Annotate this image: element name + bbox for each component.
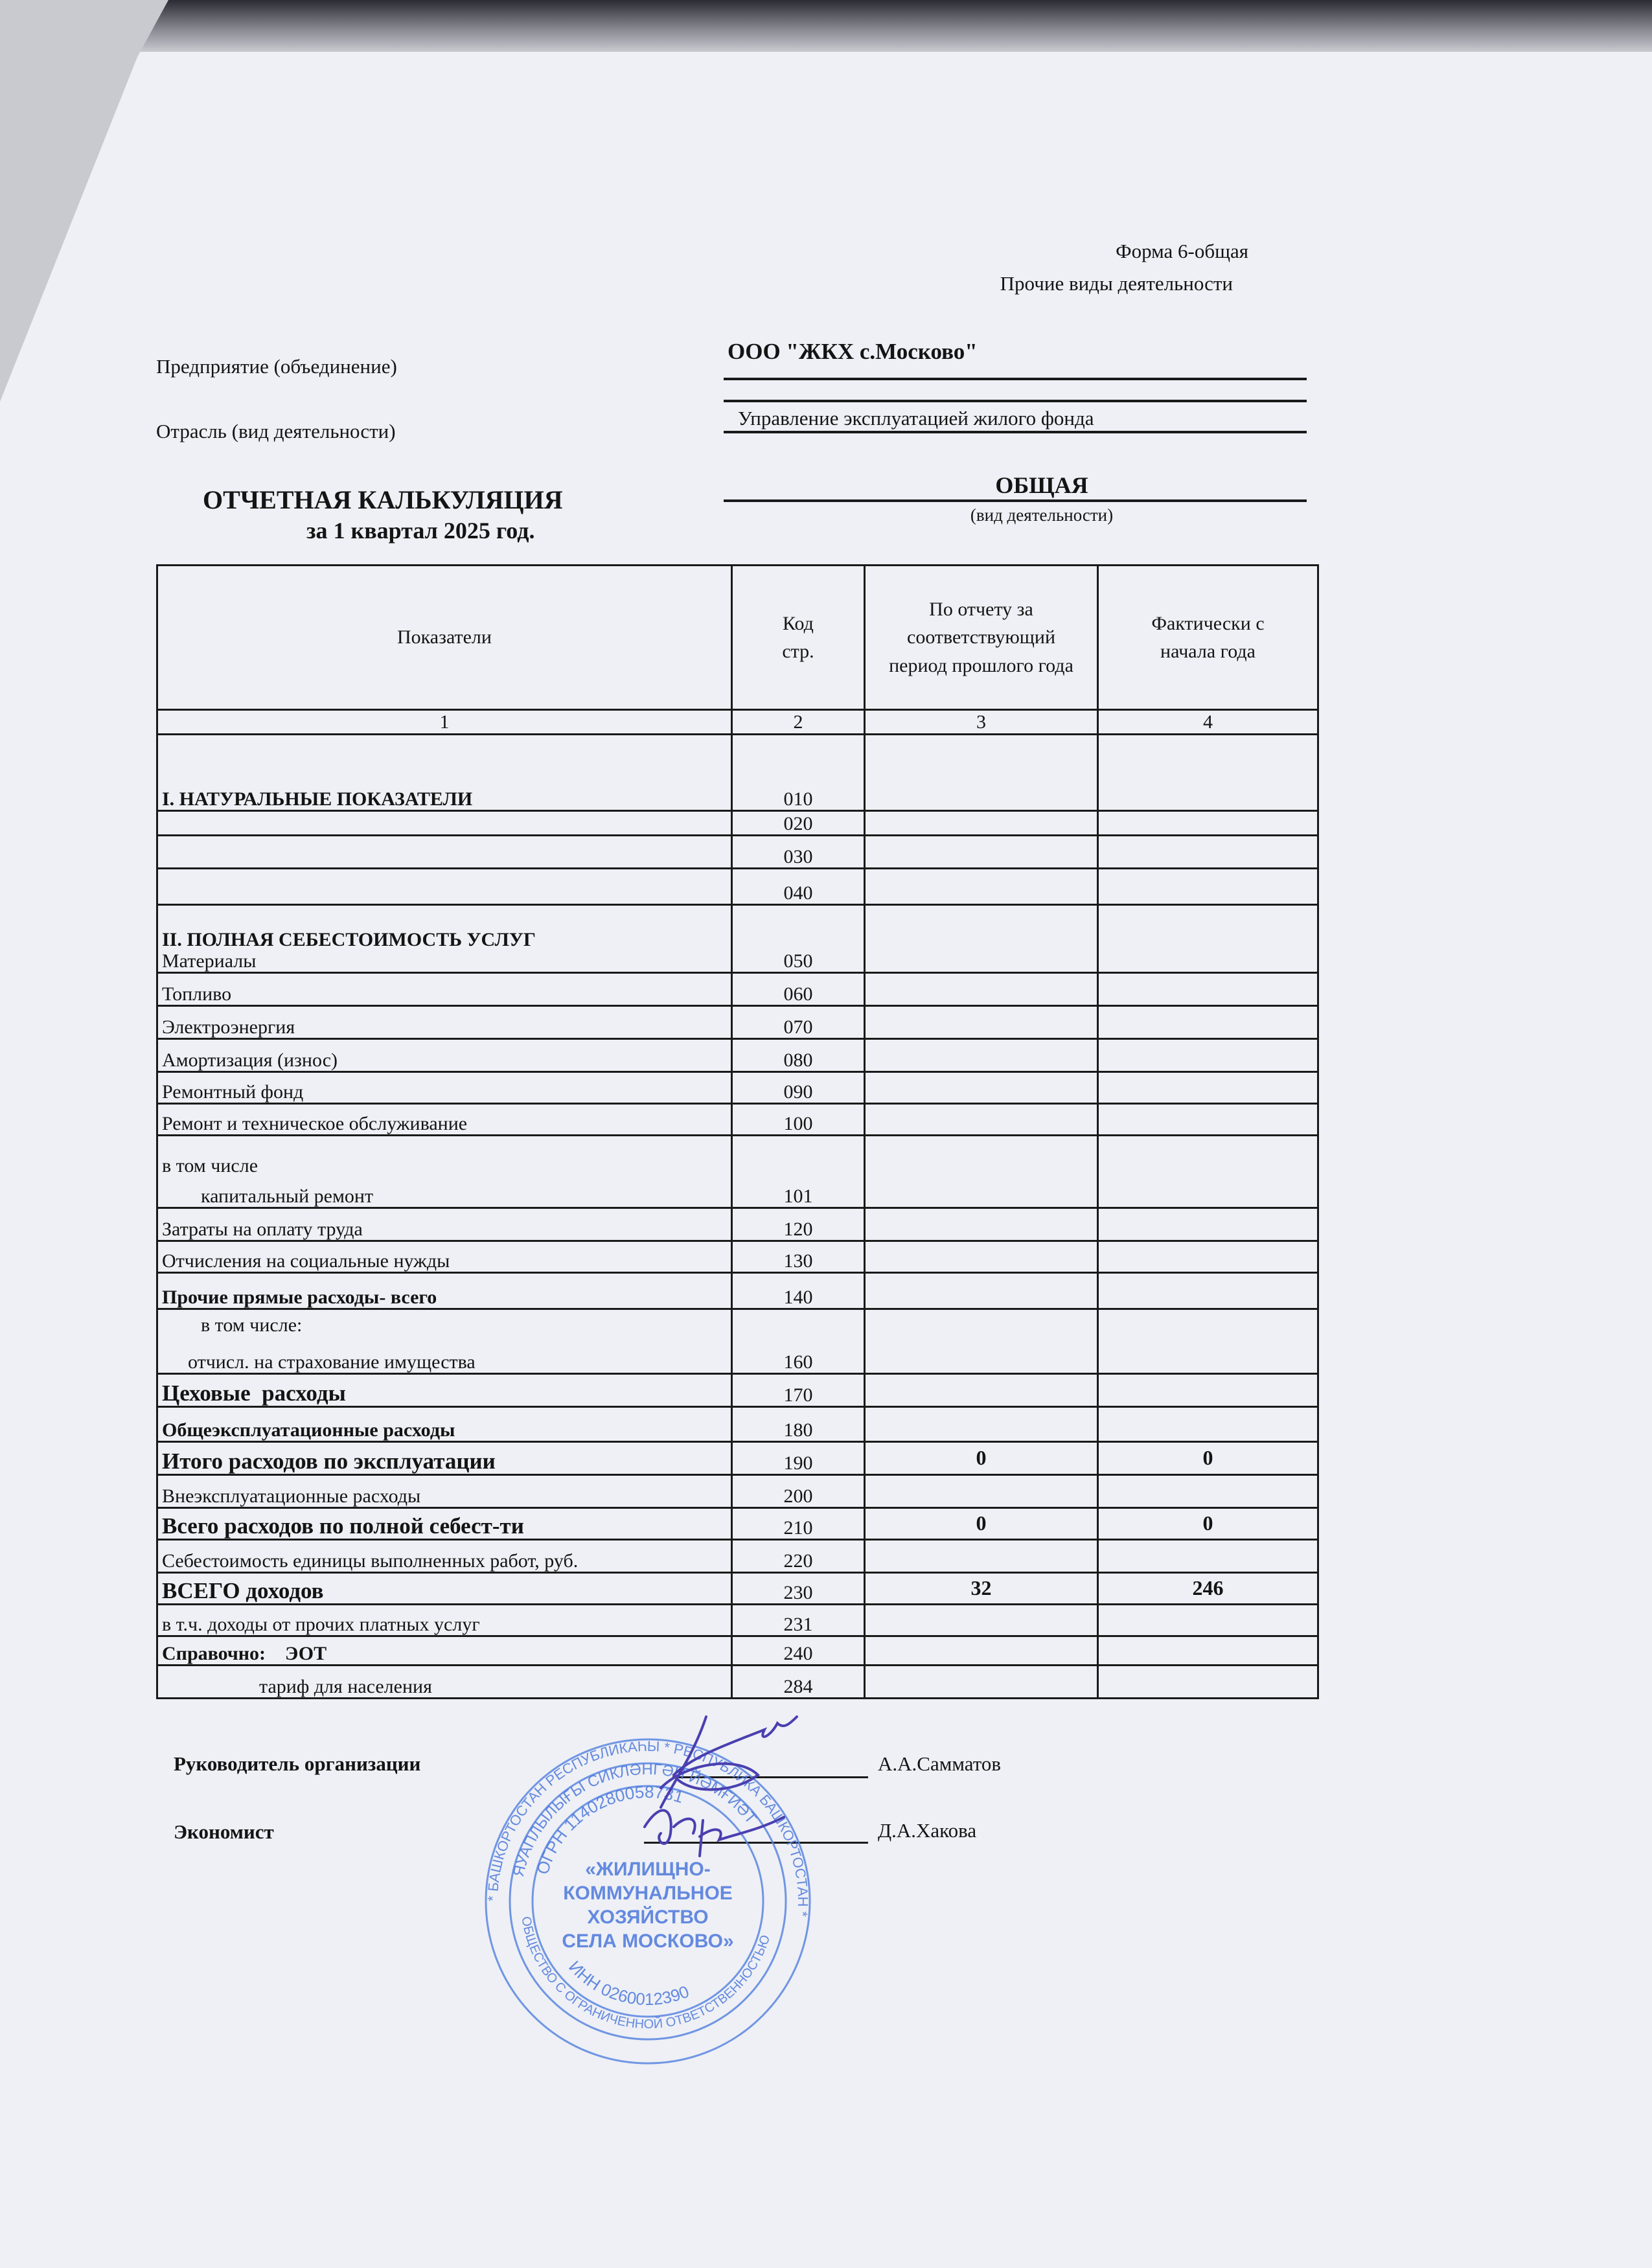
- table-row: [157, 836, 1318, 869]
- row-previous-period-value: 0: [865, 1508, 1098, 1540]
- row-actual-value: [1098, 869, 1318, 905]
- row-actual-value: [1098, 836, 1318, 869]
- row-label: [157, 1636, 732, 1666]
- row-previous-period-value: [865, 1540, 1098, 1573]
- table-header-row: [157, 566, 1318, 710]
- row-actual-value: [1098, 1208, 1318, 1241]
- row-label-line: ВСЕГО доходов: [162, 1577, 324, 1603]
- row-label: [157, 1104, 732, 1136]
- row-label: [157, 1605, 732, 1636]
- table-row: [157, 869, 1318, 905]
- table-row: [157, 1374, 1318, 1407]
- row-label-line: в том числе: [162, 1155, 258, 1176]
- table-row: [157, 1605, 1318, 1636]
- row-code: 040: [732, 869, 865, 905]
- row-code: 231: [732, 1605, 865, 1636]
- row-previous-period-value: [865, 1273, 1098, 1309]
- row-label: [157, 836, 732, 869]
- row-label-line: Цеховые расходы: [162, 1380, 346, 1406]
- scanner-edge: [0, 0, 1652, 52]
- row-actual-value: [1098, 1540, 1318, 1573]
- row-actual-value: [1098, 1475, 1318, 1508]
- row-actual-value: [1098, 1241, 1318, 1273]
- row-code: 284: [732, 1666, 865, 1699]
- row-actual-value: [1098, 811, 1318, 836]
- row-code: 230: [732, 1573, 865, 1605]
- row-label-line: Общеэксплуатационные расходы: [162, 1419, 455, 1441]
- form-name: Форма 6-общая: [1116, 240, 1248, 262]
- row-previous-period-value: 0: [865, 1442, 1098, 1475]
- director-label: Руководитель организации: [174, 1752, 421, 1775]
- row-code: 210: [732, 1508, 865, 1540]
- table-row: [157, 1636, 1318, 1666]
- enterprise-value: ООО "ЖКХ с.Москово": [728, 339, 978, 364]
- row-actual-value: [1098, 1104, 1318, 1136]
- col-number: 1: [157, 710, 732, 735]
- row-label: [157, 1039, 732, 1072]
- row-actual-value: 0: [1098, 1442, 1318, 1475]
- table-row: [157, 1540, 1318, 1573]
- row-actual-value: [1098, 1666, 1318, 1699]
- row-code: 070: [732, 1006, 865, 1039]
- row-previous-period-value: [865, 1241, 1098, 1273]
- row-previous-period-value: [865, 1072, 1098, 1104]
- row-actual-value: [1098, 973, 1318, 1006]
- col-header-code-text: Код стр.: [782, 612, 814, 662]
- col-number: 3: [865, 710, 1098, 735]
- calculation-table: [156, 564, 1319, 1699]
- row-actual-value: [1098, 1605, 1318, 1636]
- svg-text:ХОЗЯЙСТВО: ХОЗЯЙСТВО: [587, 1907, 709, 1928]
- row-label: [157, 1442, 732, 1475]
- row-code: 120: [732, 1208, 865, 1241]
- row-label: [157, 1273, 732, 1309]
- row-previous-period-value: [865, 905, 1098, 973]
- row-actual-value: [1098, 735, 1318, 811]
- row-code: 200: [732, 1475, 865, 1508]
- row-label: [157, 1136, 732, 1208]
- row-previous-period-value: [865, 1666, 1098, 1699]
- row-label: [157, 1374, 732, 1407]
- row-previous-period-value: [865, 1309, 1098, 1374]
- row-previous-period-value: [865, 1636, 1098, 1666]
- row-label: [157, 735, 732, 811]
- row-actual-value: [1098, 1039, 1318, 1072]
- row-code: 160: [732, 1309, 865, 1374]
- row-code: 030: [732, 836, 865, 869]
- svg-text:ОГРН 1140280058731: ОГРН 1140280058731: [532, 1781, 686, 1877]
- activity-underline: [724, 499, 1307, 502]
- row-code: 190: [732, 1442, 865, 1475]
- col-header-previous-period-text: По отчету за соответствующий период прошлого года: [889, 598, 1073, 676]
- row-previous-period-value: [865, 1208, 1098, 1241]
- row-label-line: Материалы: [162, 950, 257, 972]
- industry-label: Отрасль (вид деятельности): [156, 420, 396, 442]
- svg-text:* БАШКОРТОСТАН РЕСПУБЛИКАҺЫ *: * БАШКОРТОСТАН РЕСПУБЛИКАҺЫ * РЕСПУБЛИКА БАШКОРТОСТАН *: [484, 1737, 812, 1918]
- economist-name: Д.А.Хакова: [878, 1819, 977, 1842]
- row-actual-value: [1098, 1374, 1318, 1407]
- table-row: [157, 1573, 1318, 1605]
- svg-text:СЕЛА МОСКОВО»: СЕЛА МОСКОВО»: [562, 1930, 734, 1952]
- row-label-line: Всего расходов по полной себест-ти: [162, 1513, 524, 1539]
- industry-upper-line: [724, 400, 1307, 402]
- doc-title: ОТЧЕТНАЯ КАЛЬКУЛЯЦИЯ: [203, 485, 563, 514]
- row-label: [157, 973, 732, 1006]
- row-label-line: Справочно: ЭОТ: [162, 1643, 327, 1664]
- col-number: 4: [1098, 710, 1318, 735]
- row-label-line: I. НАТУРАЛЬНЫЕ ПОКАЗАТЕЛИ: [162, 788, 473, 810]
- row-label-line: Затраты на оплату труда: [162, 1219, 363, 1240]
- svg-text:ЯУАПЛЫЛЫҒЫ СИКЛӘНГӘН ЙӘМҒИӘТ: ЯУАПЛЫЛЫҒЫ СИКЛӘНГӘН ЙӘМҒИӘТ: [509, 1760, 760, 1879]
- activity-caption: (вид деятельности): [970, 505, 1114, 525]
- row-label-line: Топливо: [162, 983, 232, 1005]
- row-previous-period-value: [865, 869, 1098, 905]
- table-row: [157, 1136, 1318, 1208]
- row-previous-period-value: [865, 735, 1098, 811]
- svg-text:ОБЩЕСТВО С ОГРАНИЧЕННОЙ ОТВЕТС: ОБЩЕСТВО С ОГРАНИЧЕННОЙ ОТВЕТСТВЕННОСТЬЮ: [518, 1915, 774, 2032]
- row-label-line: Итого расходов по эксплуатации: [162, 1448, 496, 1474]
- row-label-line: Ремонт и техническое обслуживание: [162, 1113, 468, 1134]
- economist-label: Экономист: [174, 1820, 274, 1843]
- row-code: 050: [732, 905, 865, 973]
- row-label-line: отчисл. на страхование имущества: [188, 1351, 476, 1373]
- industry-underline: [724, 431, 1307, 433]
- table-row: [157, 1475, 1318, 1508]
- row-label-line: Электроэнергия: [162, 1016, 295, 1038]
- column-number-row: [157, 710, 1318, 735]
- table-row: [157, 973, 1318, 1006]
- col-header-actual-ytd: [1098, 566, 1318, 710]
- row-previous-period-value: [865, 1039, 1098, 1072]
- row-label-line: II. ПОЛНАЯ СЕБЕСТОИМОСТЬ УСЛУГ: [162, 929, 536, 950]
- col-header-actual-ytd-text: Фактически с начала года: [1151, 612, 1265, 662]
- row-actual-value: [1098, 1636, 1318, 1666]
- row-actual-value: [1098, 1309, 1318, 1374]
- col-header-indicators: Показатели: [157, 566, 732, 710]
- table-row: [157, 1039, 1318, 1072]
- row-previous-period-value: [865, 1136, 1098, 1208]
- director-name: А.А.Самматов: [878, 1752, 1001, 1775]
- row-label-line: тариф для населения: [259, 1676, 432, 1697]
- report-period: за 1 квартал 2025 год.: [306, 518, 535, 544]
- row-code: 100: [732, 1104, 865, 1136]
- row-code: 010: [732, 735, 865, 811]
- row-label: [157, 1208, 732, 1241]
- row-label: [157, 1309, 732, 1374]
- industry-value: Управление эксплуатацией жилого фонда: [738, 407, 1094, 430]
- row-actual-value: [1098, 1273, 1318, 1309]
- svg-text:КОММУНАЛЬНОЕ: КОММУНАЛЬНОЕ: [563, 1883, 733, 1904]
- row-code: 140: [732, 1273, 865, 1309]
- row-previous-period-value: [865, 1006, 1098, 1039]
- table-row: [157, 1442, 1318, 1475]
- col-number: 2: [732, 710, 865, 735]
- table-row: [157, 1241, 1318, 1273]
- table-row: [157, 1104, 1318, 1136]
- row-label: [157, 905, 732, 973]
- row-label-line: в том числе:: [201, 1314, 303, 1336]
- svg-text:«ЖИЛИЩНО-: «ЖИЛИЩНО-: [585, 1859, 711, 1880]
- row-previous-period-value: [865, 811, 1098, 836]
- row-actual-value: [1098, 1072, 1318, 1104]
- row-code: 020: [732, 811, 865, 836]
- row-actual-value: 0: [1098, 1508, 1318, 1540]
- col-header-code: [732, 566, 865, 710]
- row-actual-value: 246: [1098, 1573, 1318, 1605]
- row-label: [157, 1540, 732, 1573]
- row-label: [157, 1508, 732, 1540]
- table-row: [157, 1407, 1318, 1442]
- page-fold-corner: [0, 0, 168, 415]
- row-label-line: Отчисления на социальные нужды: [162, 1250, 450, 1272]
- row-previous-period-value: [865, 1407, 1098, 1442]
- row-label-line: Внеэксплуатационные расходы: [162, 1485, 421, 1507]
- row-actual-value: [1098, 1407, 1318, 1442]
- row-previous-period-value: [865, 1104, 1098, 1136]
- table-row: [157, 1666, 1318, 1699]
- row-label-line: в т.ч. доходы от прочих платных услуг: [162, 1614, 480, 1635]
- table-row: [157, 905, 1318, 973]
- table-row: [157, 1309, 1318, 1374]
- activity-value: ОБЩАЯ: [995, 472, 1088, 498]
- row-code: 130: [732, 1241, 865, 1273]
- row-code: 240: [732, 1636, 865, 1666]
- row-code: 060: [732, 973, 865, 1006]
- form-subtitle: Прочие виды деятельности: [1000, 272, 1233, 295]
- row-code: 170: [732, 1374, 865, 1407]
- col-header-previous-period: [865, 566, 1098, 710]
- row-label-line: Ремонтный фонд: [162, 1081, 304, 1103]
- svg-text:ИНН 0260012390: ИНН 0260012390: [565, 1956, 692, 2010]
- row-code: 220: [732, 1540, 865, 1573]
- table-row: [157, 1006, 1318, 1039]
- row-label-line: Амортизация (износ): [162, 1049, 338, 1071]
- table-row: [157, 1208, 1318, 1241]
- row-label-line: Себестоимость единицы выполненных работ, руб.: [162, 1550, 579, 1572]
- table-row: [157, 1273, 1318, 1309]
- row-previous-period-value: 32: [865, 1573, 1098, 1605]
- row-label: [157, 1475, 732, 1508]
- table-row: [157, 1072, 1318, 1104]
- row-previous-period-value: [865, 1475, 1098, 1508]
- row-label: [157, 1241, 732, 1273]
- row-previous-period-value: [865, 973, 1098, 1006]
- row-label-line: капитальный ремонт: [201, 1186, 374, 1207]
- table-row: [157, 735, 1318, 811]
- enterprise-underline: [724, 378, 1307, 380]
- table-row: [157, 1508, 1318, 1540]
- row-label: [157, 1573, 732, 1605]
- row-previous-period-value: [865, 1374, 1098, 1407]
- row-label-line: Прочие прямые расходы- всего: [162, 1287, 437, 1308]
- table-row: [157, 811, 1318, 836]
- row-label: [157, 869, 732, 905]
- row-label: [157, 1407, 732, 1442]
- row-actual-value: [1098, 905, 1318, 973]
- row-code: 101: [732, 1136, 865, 1208]
- row-actual-value: [1098, 1136, 1318, 1208]
- handwritten-signatures: [635, 1704, 868, 1872]
- row-previous-period-value: [865, 836, 1098, 869]
- enterprise-label: Предприятие (объединение): [156, 355, 397, 378]
- row-actual-value: [1098, 1006, 1318, 1039]
- row-label: [157, 1006, 732, 1039]
- row-label: [157, 811, 732, 836]
- row-code: 080: [732, 1039, 865, 1072]
- row-code: 180: [732, 1407, 865, 1442]
- row-previous-period-value: [865, 1605, 1098, 1636]
- row-code: 090: [732, 1072, 865, 1104]
- row-label: [157, 1666, 732, 1699]
- row-label: [157, 1072, 732, 1104]
